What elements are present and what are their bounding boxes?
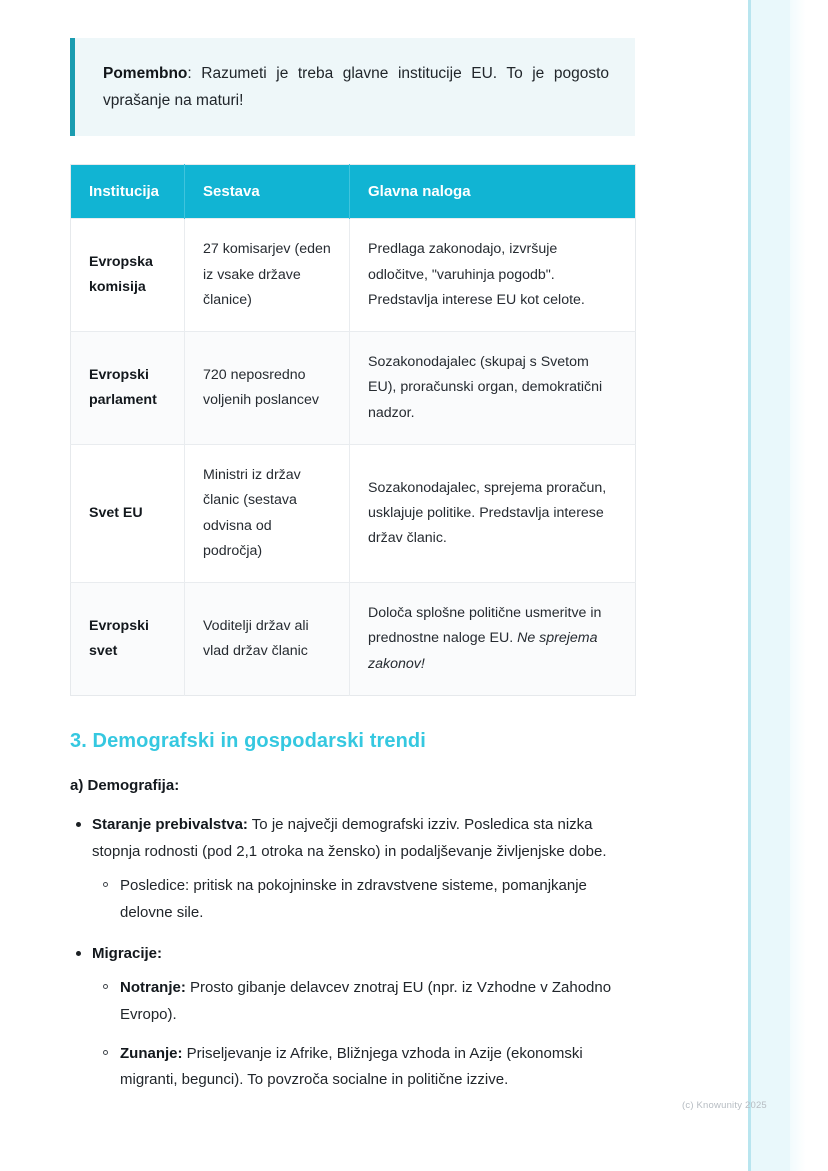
- column-header-institution: Institucija: [71, 165, 185, 219]
- table-header-row: [71, 165, 636, 219]
- right-edge-strip: [748, 0, 793, 1171]
- cell-task: [350, 219, 636, 332]
- list-item: [120, 975, 635, 1028]
- sub-item-text: Posledice: pritisk na pokojninske in zdravstvene sisteme, pomanjkanje delovne sile.: [120, 877, 587, 921]
- table-head: [71, 165, 636, 219]
- sub-item-text: Priseljevanje iz Afrike, Bližnjega vzhoda in Azije (ekonomski migranti, begunci). To povzroča socialne in politične izzive.: [120, 1044, 583, 1089]
- sub-list: [92, 975, 635, 1094]
- list-item: [92, 941, 635, 1094]
- cell-task-italic: Ne sprejema zakonov!: [368, 630, 598, 672]
- cell-composition: 27 komisarjev (eden iz vsake države članice): [185, 219, 350, 332]
- sub-item-text: Prosto gibanje delavcev znotraj EU (npr. iz Vzhodne v Zahodno Evropo).: [120, 979, 612, 1024]
- list-item-label: Staranje prebivalstva:: [92, 815, 248, 833]
- callout-body: : Razumeti je treba glavne institucije EU. To je pogosto vprašanje na maturi!: [103, 65, 609, 110]
- cell-composition: Ministri iz držav članic (sestava odvisna od področja): [185, 444, 350, 582]
- section-heading: 3. Demografski in gospodarski trendi: [70, 729, 426, 752]
- table-row: [71, 444, 636, 582]
- table-row: [71, 583, 636, 696]
- cell-institution: Svet EU: [71, 444, 185, 582]
- list-item-label: Migracije:: [92, 944, 163, 962]
- subsection-heading: a) Demografija:: [70, 776, 180, 794]
- table-row: [71, 332, 636, 445]
- column-header-task: Glavna naloga: [350, 165, 636, 219]
- cell-composition: 720 neposredno voljenih poslancev: [185, 332, 350, 445]
- cell-institution: Evropska komisija: [71, 219, 185, 332]
- copyright-watermark: (c) Knowunity 2025: [682, 1100, 767, 1111]
- cell-task-text: Sozakonodajalec (skupaj s Svetom EU), proračunski organ, demokratični nadzor.: [368, 354, 603, 421]
- demography-bullet-list: [70, 812, 635, 1094]
- cell-institution: Evropski svet: [71, 583, 185, 696]
- cell-task: [350, 444, 636, 582]
- cell-institution: Evropski parlament: [71, 332, 185, 445]
- list-item: [92, 812, 635, 927]
- cell-task-text: Predlaga zakonodajo, izvršuje odločitve, "varuhinja pogodb". Predstavlja interese EU kot celote.: [368, 241, 585, 308]
- eu-institutions-table: [70, 164, 636, 696]
- sub-item-label: Notranje:: [120, 979, 186, 997]
- list-item: [120, 873, 635, 926]
- column-header-composition: Sestava: [185, 165, 350, 219]
- cell-task-text: Določa splošne politične usmeritve in prednostne naloge EU.: [368, 605, 602, 647]
- sub-list: [92, 873, 635, 926]
- list-item: [120, 1041, 635, 1094]
- important-callout: [70, 38, 635, 136]
- cell-task: [350, 583, 636, 696]
- table-row: [71, 219, 636, 332]
- list-item-text: To je največji demografski izziv. Posledica sta nizka stopnja rodnosti (pod 2,1 otroka na žensko) in podaljševanje življenjske dobe.: [92, 815, 607, 860]
- cell-task-text: Sozakonodajalec, sprejema proračun, usklajuje politike. Predstavlja interese držav članic.: [368, 479, 607, 547]
- right-edge-fade: [790, 0, 806, 1171]
- callout-text: [103, 60, 609, 114]
- cell-composition: Voditelji držav ali vlad držav članic: [185, 583, 350, 696]
- document-content: [70, 38, 635, 1108]
- table-body: [71, 219, 636, 696]
- callout-lead: Pomembno: [103, 65, 188, 82]
- cell-task: [350, 332, 636, 445]
- sub-item-label: Zunanje:: [120, 1044, 183, 1062]
